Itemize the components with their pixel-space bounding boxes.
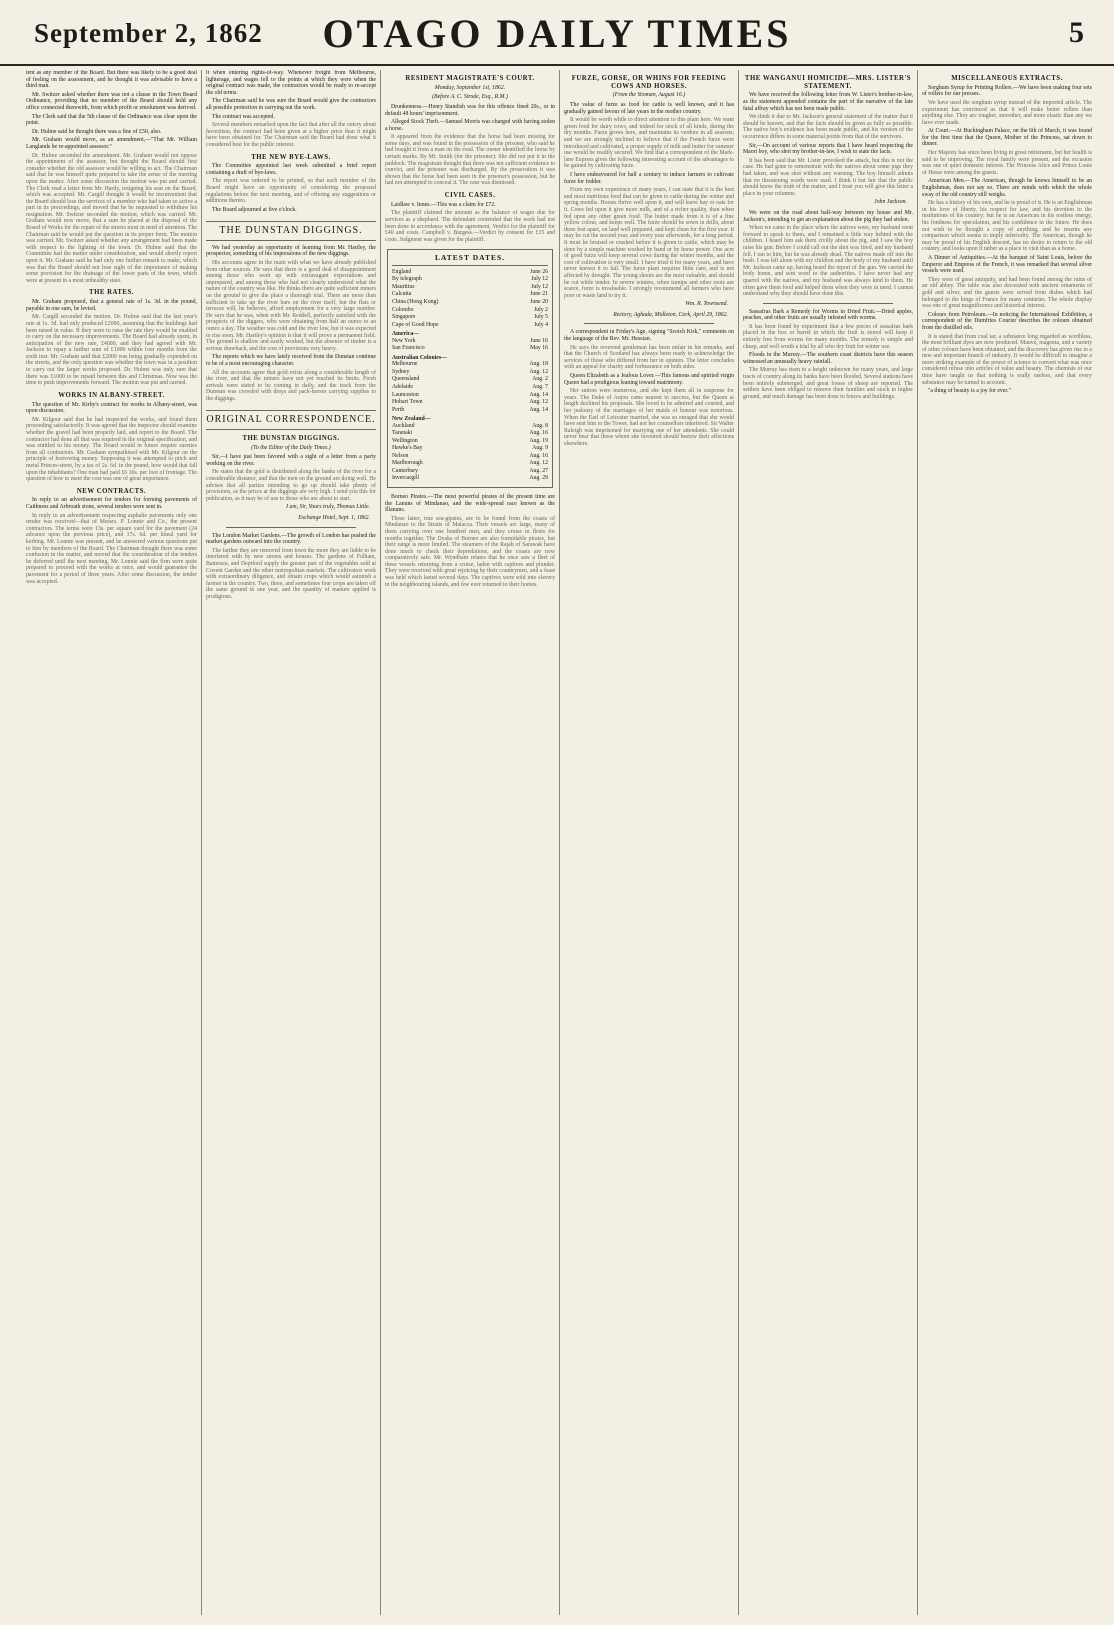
body-text-block: Mr. Cargill seconded the motion. Dr. Hulme said that the last year's rate at 1s. 3d. had only produced £2000, assuming that the buildings had been raised in value. If they were to raise the rate they would be enabled to carry on the necessary improvements. The Board had already spent, in anticipation of the new rate, £4000, and they had agreed with Mr. Jackson to repay a further sum of £1000 within four months from the sixth inst. Mr. Graham said that £2000 was being gradually expended on the streets, and the only question was whether the town was in a position to carry out the larger works proposed. Dr. Hulme was only sure that there was £1000 to be repaid between this and Christmas. Now was the time to push improvements forward. The motion was put and carried. xyxy=(26,314,197,387)
date-row: Singapore July 5 xyxy=(392,314,548,321)
article-paragraph: The Chairman said he was sure the Board would give the contractors all possible protection in carrying out the work. xyxy=(206,98,376,111)
article-heading: MISCELLANEOUS EXTRACTS. xyxy=(951,75,1063,82)
date-row: Queensland Aug. 2 xyxy=(392,376,548,383)
body-text-block: The Murray has risen to a height unknown for many years, and large tracts of country along its banks have been flooded. Several stations have been entirely submerged, and great losses of sheep are reported. The settlers have been obliged to remove their families and stock to higher ground, and much damage has been done to fences and buildings. xyxy=(743,367,913,400)
divider xyxy=(763,303,893,304)
date-row: Adelaide Aug. 7 xyxy=(392,383,548,390)
body-text-block: He states that the gold is distributed along the banks of the river for a considerable distance, and that the men on the ground are doing well. He advises that all parties intending to go up should take plenty of provisions, as the prices at the diggings are very high. I send you this for publication, as it may be of use to those who are about to start. xyxy=(206,469,376,502)
date-row: Mauritius July 12 xyxy=(392,283,548,290)
article-paragraph: Floods in the Murray.—The southern coast districts have this season witnessed an unusually heavy rainfall. xyxy=(743,352,913,365)
letter-signature: I am, Sir, Yours truly, Thomas Little. xyxy=(286,504,370,511)
body-text-block: Dr. Hulme seconded the amendment. Mr. Graham would not oppose the appointment of the assessor, but thought the Board should first consider whether the old assessor would be willing to act. The Chairman said that he was himself quite prepared to take the sense of the meeting upon the matter. After some discussion the motion was put and carried. The Clerk read a letter from Mr. Hardy, resigning his seat on the Board, which was accepted. Mr. Cargill thought it would be inconvenient that the Board should lose the services of a member who had taken so active a part in its proceedings, and moved that he be requested to withdraw his resignation. Mr. Switzer seconded the motion, which was carried. Mr. Graham would now move, that a sum be placed at the disposal of the Board of Works for the repair of the streets most in need of attention. The Chairman said he would put the question in its proper form. The motion was carried. Mr. Switzer asked whether any arrangement had been made with respect to the lighting of the town. Dr. Hulme said that the Committee had the matter under consideration, and would shortly report upon it. Mr. Graham said he had only one further remark to make, which was that the Board should not lose sight of the importance of making some provision for the drainage of the lower parts of the town, which were at present in a most unhealthy state. xyxy=(26,152,197,284)
article-paragraph: We were on the road about half-way between my house and Mr. Jackson's, intending to get an explanation about the pig they had stolen. xyxy=(743,209,913,223)
date-row: Marlborough Aug. 12 xyxy=(392,460,548,467)
article-paragraph: We had yesterday an opportunity of learning from Mr. Hartley, the prospector, something of his impressions of the new diggings. xyxy=(206,244,376,258)
article-paragraph: Sorghum Syrup for Printing Rollers.—We have been making four sets of rollers for our presses. xyxy=(922,84,1092,98)
article-paragraph: At Court.—At Buckingham Palace, on the 6th of March, it was found for the first time that the Queen, Mother of the Princess, sat down to dinner. xyxy=(922,128,1092,148)
body-text-block: From my own experience of many years, I can state that it is the best and most nutritious food that can be given to cattle during the winter and spring months. Horses thrive well upon it, and will leave hay or oats for it. Cows fed upon it give more milk, and of a richer quality, than when fed upon any other green food. The butter made from it is of a fine yellow colour, and keeps well. The furze should be sown in drills, about three feet apart, on land well prepared, and kept clean for the first year. It may be cut the second year, and every year afterwards, for a long period. It must be bruised or crushed before it is given to cattle, which may be done by a simple machine worked by hand or by horse power. One acre of good furze will keep several cows during the winter months, and the cost of cultivation is very small. I have tried it for many years, and have never known it to fail. The furze plant requires little care, and is not affected by drought. The young shoots are the most valuable, and should be cut while tender. In severe winters, when turnips and other roots are scarce, furze is invaluable. I strongly recommend all farmers who have poor or waste land to try it. xyxy=(564,187,734,299)
letter-signature: Wm. R. Townsend. xyxy=(685,301,728,308)
section-heading: CIVIL CASES. xyxy=(444,192,496,200)
body-text-block: His accounts agree in the main with what we have already published from other sources. He says that there is a good deal of disappointment among those who went up with extravagant expectations and unprepared, and among those who had not clearly understood what the nature of the country was like. He thinks there are quite sufficient miners on the ground to give the place a thorough trial. There are more than sufficient to take up the river bars on the river itself, but the flats or terraces will, he believes, afford employment for a very large number. He says that he was, when with Mr. Reddell, perfectly satisfied with the prospects of the diggers, who were obtaining from half an ounce to an ounce a day. The weather was cold and the river low, but it was expected to rise soon. Mr. Hartley's opinion is that it will prove a permanent field. The ground is shallow and easily worked, but the absence of timber is a serious drawback, and the cost of provisions very heavy. xyxy=(206,260,376,352)
article-paragraph: Mr. Switzer asked whether there was not a clause in the Town Board Ordinance, providing that no member of the Board should hold any office connected therewith, from which profit or emolument was derived. xyxy=(26,91,197,111)
column-6 xyxy=(917,70,1096,1615)
article-paragraph: The Clerk said that the 5th clause of the Ordinance was clear upon the point. xyxy=(26,113,197,127)
dates-group-label: New Zealand— xyxy=(392,416,431,423)
article-paragraph: In reply to an advertisement for tenders for forming pavements of Caithness and Arbroath stone, several tenders were sent in. xyxy=(26,497,197,511)
dates-group-label: America— xyxy=(392,331,420,338)
section-heading: WORKS IN ALBANY-STREET. xyxy=(58,391,165,399)
court-date: Monday, September 1st, 1862. xyxy=(434,84,506,91)
body-text-block: They were of great antiquity, and had been found among the ruins of an old abbey. The table was also decorated with ancient ornaments of gold and silver, and the guests were served from dishes which had belonged to the kings of France for many centuries. The whole display was one of great magnificence and historical interest. xyxy=(922,276,1092,310)
body-text-block: We have used the sorghum syrup instead of the imported article. The experiment has convinced us that it will make better rollers than anything else. They are tougher, smoother, and more elastic than any we have ever made. xyxy=(922,99,1092,126)
body-text-block: When we came to the place where the natives were, my husband went forward to speak to them, and I remained a little way behind with the children. I heard him ask them civilly about the pig, and I saw the boy raise his gun. Before I could call out the shot was fired, and my husband fell. I ran to him, but he was already dead. The natives made off into the bush. I was left alone with my children and the body of my husband until Mr. Jackson came up, having heard the report of the gun. We carried the body home, and sent word to the authorities. I have never had any quarrel with the natives, and my husband was always kind to them. He often gave them food and helped them when they were in need. I cannot understand why they should have done this. xyxy=(743,225,913,298)
body-text-block: It has been said that Mr. Lister provoked the attack, but this is not the case. He had gone to remonstrate with the natives about some pigs they had taken, and was shot without any warning. The boy himself admits that no threatening words were used. I think it but fair that the public should know the truth of the matter, and I trust you will give this letter a place in your columns. xyxy=(743,157,913,197)
article-paragraph: The London Market Gardens.—The growth of London has pushed the market gardens outward into the country. xyxy=(206,532,376,546)
body-text-block: The report was ordered to be printed, so that each member of the Board might have an opportunity of considering the proposed regulations before the next meeting, and of offering any suggestions or additions thereto. xyxy=(206,178,376,205)
article-paragraph: Drunkenness.—Henry Standish was for this offence fined 20s., or in default 48 hours' imprisonment. xyxy=(385,103,555,117)
date-row: Canterbury Aug. 27 xyxy=(392,467,548,474)
article-paragraph: The Board adjourned at five o'clock. xyxy=(212,206,297,213)
article-paragraph: American Men.—The American, though he knows himself to be an Englishman, does not say so. There are minds with which the whole sway of the old country still weighs. xyxy=(922,178,1092,198)
body-text-block: It is stated that from coal tar, a substance long regarded as worthless, the most brilliant dyes are now produced. Mauve, magenta, and a variety of other colours have been obtained, and the discovery has given rise to a new and important branch of industry. It would be difficult to imagine a more striking example of the power of science to convert what was once considered refuse into articles of value and beauty. The chemists of our time have taught us that nothing is really useless, and that every substance may be turned to account. xyxy=(922,333,1092,386)
article-heading: RESIDENT MAGISTRATE'S COURT. xyxy=(405,75,535,82)
article-paragraph: The value of furze as food for cattle is well known, and it has gradually gained favour of late years in the mother country. xyxy=(564,102,734,115)
article-paragraph: A Dinner of Antiquities.—At the banquet of Saint Louis, before the Emperor and Empress of the French, it was remarked that several silver vessels were used. xyxy=(922,254,1092,275)
article-heading: ORIGINAL CORRESPONDENCE. xyxy=(206,410,376,429)
column-2 xyxy=(201,70,380,1615)
body-text-block: It has been found by experiment that a few pieces of sassafras bark placed in the box or barrel in which the fruit is stored will keep it entirely free from worms for many months. The remedy is simple and cheap, and well worth a trial by all who dry fruit for winter use. xyxy=(743,323,913,350)
date-row: Calcutta June 21 xyxy=(392,291,548,298)
divider xyxy=(584,323,714,324)
issue-date: September 2, 1862 xyxy=(34,18,263,48)
latest-dates-table xyxy=(387,249,553,488)
body-text-block: It appeared from the evidence that the horse had been missing for some days, and was found in the possession of the prisoner, who said he had bought it from a man on the road. The owner identified the horse by certain marks. By Mr. Smith (for the prisoner): She did not put it in the paddock. The magistrate thought that there was not sufficient evidence to convict, and the prisoner was discharged. By the prosecution it was shown that the horse had been seen in the prisoner's possession, but he had not attempted to conceal it. The case was dismissed. xyxy=(385,134,555,187)
page-number: 5 xyxy=(1069,16,1084,49)
article-paragraph: Dr. Hulme said he thought there was a fine of £50, also. xyxy=(32,128,162,135)
body-text-block: He says the reverend gentleman has been unfair in his remarks, and that the Church of Scotland has always been ready to acknowledge the services of those who differed from her in opinion. The letter concludes with an appeal for charity and forbearance on both sides. xyxy=(564,344,734,371)
date-row: Perth Aug. 14 xyxy=(392,406,548,413)
dates-list xyxy=(392,269,548,329)
letter-place: Exchange Hotel, Sept. 1, 1862. xyxy=(298,514,370,521)
letter-signature: John Jackson. xyxy=(874,199,907,206)
article-paragraph: Alleged Stock Theft.—Samuel Morris was charged with having stolen a horse. xyxy=(385,119,555,132)
newspaper-title: OTAGO DAILY TIMES xyxy=(322,11,792,56)
date-row: Wellington Aug. 19 xyxy=(392,437,548,444)
article-paragraph: The reports which we have lately received from the Dunstan continue to be of a most encouraging character. xyxy=(206,354,376,367)
section-heading: THE RATES. xyxy=(89,289,134,297)
article-paragraph: Sassafras Bark a Remedy for Worms in Dried Fruit.—Dried apples, peaches, and other fruits are usually infested with worms. xyxy=(743,308,913,322)
body-text-block: It would be worth while to direct attention to this plant here. We want green food for dairy cows, and indeed for stock of all kinds, during the dry months. Furze grows here, and maintains its verdure in all seasons; and we are strongly inclined to believe that if the French furze were introduced and cultivated, a proper supply of milk and butter for summer use would be readily secured. We find that a correspondent of the Mark-lane Express gives the following interesting account of the advantages to be gained by cultivating furze. xyxy=(564,117,734,170)
date-row: Sydney Aug. 12 xyxy=(392,368,548,375)
body-text-block: In reply to an advertisement respecting asphalte pavements only one tender was received—that of Messrs. P. Lonnie and Co., the present contractors. The terms were 13s. per square yard for the pavement (24 advance upon the previous price), and 17s. 6d. per lineal yard for kerbing. Mr. Lonnie was present, and he answered various questions put to him by members of the Board. The Chairman thought there was some confusion in the matter, and moved that the consideration of the tenders be deferred until the next meeting. Mr. Lonnie said the firm were quite prepared to proceed with the works at once, and would guarantee the pavement for a period of three years. After some discussion, the tender was accepted. xyxy=(26,512,197,585)
date-row: By telegraph July 12 xyxy=(392,276,548,283)
letter-place: Rectory, Aghada, Midleton, Cork, April 29, 1862. xyxy=(613,311,728,318)
column-1 xyxy=(22,70,201,1615)
article-paragraph: The Committee appointed last week submitted a brief report containing a draft of bye-laws. xyxy=(206,163,376,176)
article-heading: THE WANGANUI HOMICIDE—MRS. LISTER'S STATEMENT. xyxy=(744,75,912,90)
date-row: Launceston Aug. 14 xyxy=(392,391,548,398)
date-row: Cape of Good Hope July 4 xyxy=(392,321,548,328)
date-row: San Francisco May 16 xyxy=(392,345,548,352)
article-paragraph: I have endeavoured for half a century to induce farmers to cultivate furze for fodder. xyxy=(564,172,734,185)
date-row: England June 26 xyxy=(392,268,548,275)
article-paragraph: A correspondent in Friday's Age, signing "Scotch Kirk," comments on the language of the Rev. Mr. Hessian. xyxy=(564,329,734,343)
article-paragraph: We have received the following letter from W. Lister's brother-in-law, as the statement appended contains the part of the narrative of the late fatal affray which has not been made public. xyxy=(743,92,913,112)
date-row: Invercargill Aug. 29 xyxy=(392,475,548,482)
letter-heading: THE DUNSTAN DIGGINGS. xyxy=(242,434,340,442)
date-row: Colombo July 2 xyxy=(392,306,548,313)
body-text-block: Her suitors were numerous, and she kept them all in suspense for years. The Duke of Anjou came nearest to success, but the Queen at length declined his proposals. She loved to be admired and courted, and her jealousy of the marriages of her maids of honour was notorious. When the Earl of Leicester married, she was so enraged that she would have sent him to the Tower, had not her counsellors interfered. Sir Walter Raleigh was imprisoned for marrying one of her attendants. She could never bear that those whom she favoured should bestow their affections elsewhere. xyxy=(564,388,734,447)
body-text-block: Mr. Kilgour said that he had inspected the works, and found them proceeding satisfactorily. It was agreed that the inspector should examine whether the gravel had been properly laid, and report to the Board. The contractor had done all that was required in the original specification, and was entitled to his money. The Board would in future require sureties from all contractors. Mr. Graham sympathised with Mr. Kilgour on the principle of borrowing money. Supposing it was attempted to pitch and metal Princes-street, by a tax of 2s. 6d. in the pound, how would that fall upon the inhabitants? One man had paid £6 10s. per foot of frontage. The question of how to meet the cost was one of great importance. xyxy=(26,416,197,483)
date-row: Taranaki Aug. 16 xyxy=(392,430,548,437)
article-source: (From the Yeoman, August 16.) xyxy=(612,92,686,99)
body-text-block: Several members remarked upon the fact that after all the outcry about favoritism, the contract had been given at a higher price than it might have been obtained for. The Chairman said the Board had done what it considered best for the public interest. xyxy=(206,122,376,148)
column-5 xyxy=(738,70,917,1615)
article-paragraph: Mr. Graham proposed, that a general rate of 1s. 3d. in the pound, payable in one sum, be levied. xyxy=(26,299,197,312)
divider xyxy=(226,527,356,528)
body-text-block: The plaintiff claimed the amount as the balance of wages due for services as a shepherd. The defendant contended that the work had not been done in accordance with the agreement. Verdict for the plaintiff for £40 and costs. Campbell v. Burgess.—Verdict by consent for £15 and costs. Judgment was given for the plaintiff. xyxy=(385,210,555,243)
letter-address: (To the Editor of the Daily Times.) xyxy=(251,444,331,451)
article-paragraph: tent as any member of the Board. But there was likely to be a good deal of feeling on the assessment, and he thought it was advisable to have a third man. xyxy=(26,70,197,90)
article-paragraph: Queen Elizabeth as a Jealous Lover.—This famous and spirited virgin Queen had a prodigious leaning toward matrimony. xyxy=(564,373,734,386)
date-row: New York June 16 xyxy=(392,337,548,344)
date-row: Nelson Aug. 16 xyxy=(392,452,548,459)
body-text-block: These latter, true sea-gipsies, are to be found from the coasts of Mindanao to the Straits of Malacca. Their vessels are large, many of them carrying over one hundred men, and they cruise in fleets for months together. The Dyaks of Borneo are also formidable pirates, but their range is more limited. The steamers of the Rajah of Sarawak have done much to check their depredations, and the coasts are now comparatively safe. Mr. Wyndham relates that he once saw a fleet of these vessels returning from a cruise, laden with captives and plunder. They were received with great rejoicing by their countrymen, and a feast was held which lasted several days. The captives were sold into slavery in the neighbouring islands, and few ever returned to their homes. xyxy=(385,515,555,588)
article-paragraph: The contract was accepted. xyxy=(212,113,275,120)
article-paragraph: Colours from Petroleum.—In noticing the International Exhibition, a correspondent of the Dumfries Courier describes the colours obtained from the distilled oils. xyxy=(922,311,1092,331)
article-paragraph: it when entering rights-of-way. Whenever freight from Melbourne, lighterage, and wages fell to the points at which they were when the original contract was made, the contractors would be ready to re-accept the old terms. xyxy=(206,70,376,96)
section-heading: NEW CONTRACTS. xyxy=(76,487,147,495)
article-paragraph: Borneo Pirates.—The most powerful pirates of the present time are the Lanuns of Mindanao, and the wide-spread race known as the Illanuns. xyxy=(385,493,555,514)
article-paragraph: Laidlaw v. Innes.—This was a claim for £72. xyxy=(391,201,496,208)
court-magistrate: (Before A. C. Strode, Esq., R.M.) xyxy=(432,94,508,101)
body-text-block: We think it due to Mr. Jackson's general statement of the matter that it should be known, and that the facts should be given as fully as possible. The native boy's evidence has been made public, and his version of the occurrence differs in some material points from that of the survivors. xyxy=(743,114,913,141)
article-paragraph: Mr. Graham would move, as an amendment,—"That Mr. William Langlands be re-appointed assessor." xyxy=(26,137,197,150)
article-paragraph: Sir,—I have just been favored with a sight of a letter from a party working on the river. xyxy=(206,454,376,467)
closing-quote: "a thing of beauty is a joy for ever." xyxy=(928,388,1011,395)
article-heading: THE DUNSTAN DIGGINGS. xyxy=(206,221,376,240)
article-paragraph: Sir,—On account of various reports that I have heard respecting the Maori boy, who shot my brother-in-law, I wish to state the facts. xyxy=(743,142,913,156)
body-text-block: He has a history of his own, and he is proud of it. He is an Englishman in his love of liberty, his respect for law, and his devotion to the institutions of his country; but he is an American in his restless energy, his fondness for speculation, and his confidence in the future. He does not wish to be thought a copy of anything, and he resents any comparison which seems to imply inferiority. The American, though he may be proud of his English descent, has no desire to return to the old country, and looks upon it rather as a place to visit than as a home. xyxy=(922,200,1092,253)
date-row: Auckland Aug. 8 xyxy=(392,422,548,429)
body-text-block: Her Majesty has since been living in great retirement, but her health is said to be improving. The royal family were present, and the occasion was one of quiet domestic interest. The Princess Alice and Prince Louis of Hesse were among the guests. xyxy=(922,150,1092,176)
date-row: Hobart Town Aug. 12 xyxy=(392,399,548,406)
section-heading: THE NEW BYE-LAWS. xyxy=(251,153,331,161)
body-text-block: All the accounts agree that gold exists along a considerable length of the river, and that the miners have not yet reached its limits. Fresh arrivals were stated to be coming in daily, and the track from the Dunstan was crowded with drays and pack-horses carrying supplies to the diggings. xyxy=(206,369,376,402)
latest-dates-title: LATEST DATES. xyxy=(392,254,548,266)
masthead xyxy=(0,0,1114,66)
body-text-block: The farther they are removed from town the more they are liable to be interfered with by new streets and houses. The gardens of Fulham, Battersea, and Deptford supply the greater part of the vegetables sold at Covent Garden and the other metropolitan markets. The cultivators work with extraordinary diligence, and obtain crops which would astonish a farmer in the country. Two, three, and sometimes four crops are taken off the same ground in one year, and the quantity of manure applied is prodigious. xyxy=(206,547,376,600)
article-heading: FURZE, GORSE, OR WHINS FOR FEEDING COWS AND HORSES. xyxy=(571,75,727,90)
date-row: Melbourne Aug. 18 xyxy=(392,361,548,368)
column-4 xyxy=(559,70,738,1615)
date-row: Hawke's Bay Aug. 9 xyxy=(392,445,548,452)
article-paragraph: The question of Mr. Kirby's contract for works in Albany-street, was upon discussion. xyxy=(26,401,197,415)
dates-group-label: Australian Colonies— xyxy=(392,354,447,361)
columns xyxy=(22,70,1096,1615)
column-3 xyxy=(380,70,559,1615)
date-row: China (Hong Kong) June 20 xyxy=(392,299,548,306)
